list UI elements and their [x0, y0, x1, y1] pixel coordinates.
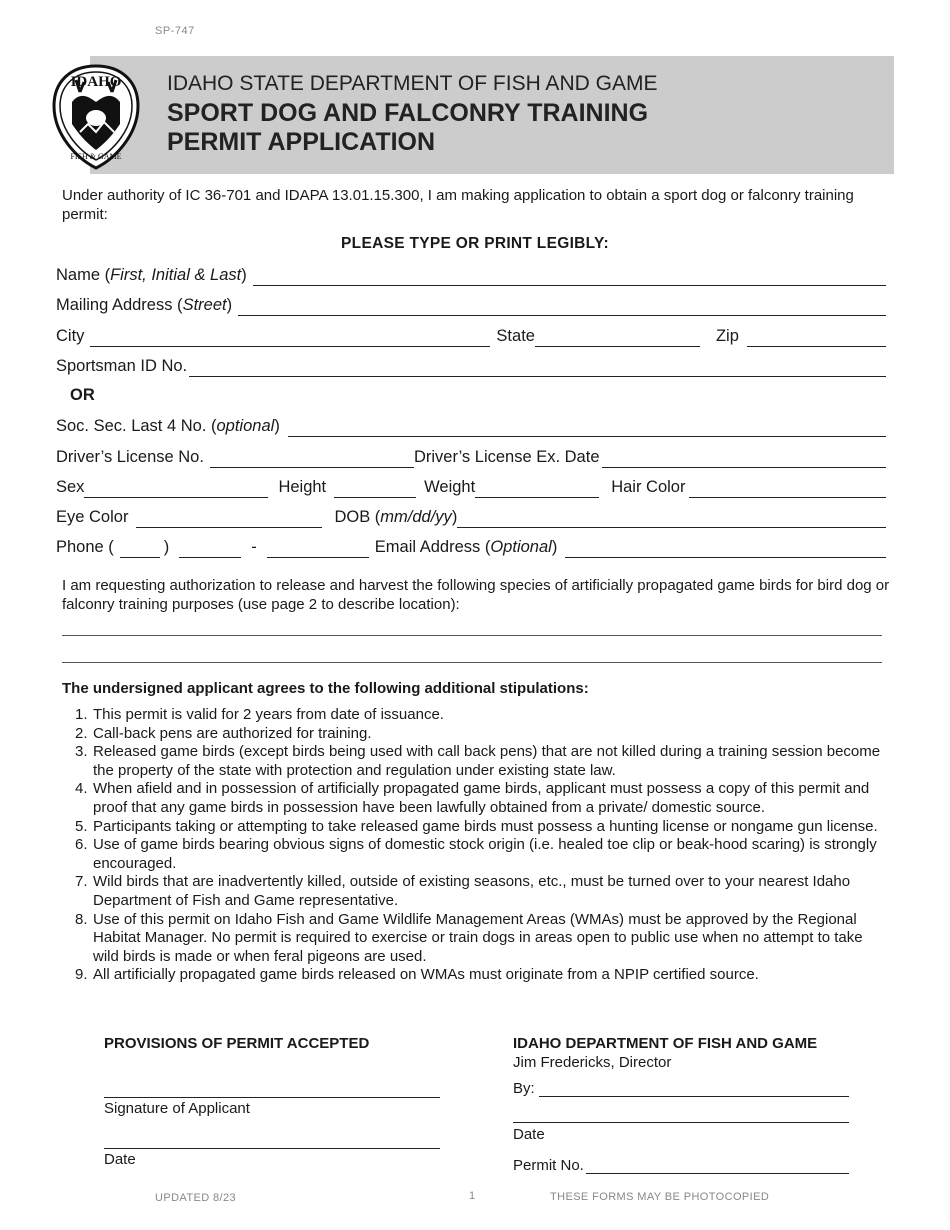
sportsman-id-label: Sportsman ID No.	[56, 357, 188, 375]
ssn-row	[56, 413, 886, 437]
stipulations-list	[75, 706, 890, 985]
form-code: SP-747	[155, 25, 195, 37]
stipulations-heading: The undersigned applicant agrees to the following additional stipulations:	[62, 680, 589, 697]
form-title-line1: SPORT DOG AND FALCONRY TRAINING	[167, 99, 649, 127]
svg-text:IDAHO: IDAHO	[70, 74, 122, 90]
signature-of-applicant-label: Signature of Applicant	[104, 1100, 250, 1117]
provisions-accepted-heading: PROVISIONS OF PERMIT ACCEPTED	[104, 1035, 370, 1052]
phone-area-code-field[interactable]	[120, 537, 160, 558]
stipulation-item: 1. This permit is valid for 2 years from date of issuance.	[75, 706, 444, 723]
sex-field[interactable]	[84, 477, 268, 498]
stipulation-item: 6. Use of game birds bearing obvious signs of domestic stock origin (i.e. healed toe clip or beak-hood scaring) is strongly encouraged.	[75, 836, 877, 872]
eye-color-label: Eye Color	[56, 508, 129, 526]
or-label: OR	[70, 386, 95, 404]
drivers-license-field[interactable]	[210, 447, 414, 468]
stipulation-item: 2. Call-back pens are authorized for training.	[75, 724, 372, 742]
city-state-zip-row	[56, 323, 886, 347]
applicant-date-line[interactable]	[104, 1148, 440, 1149]
photocopy-note: THESE FORMS MAY BE PHOTOCOPIED	[550, 1191, 770, 1203]
idaho-fish-game-logo	[50, 62, 142, 172]
name-row	[56, 262, 886, 286]
sportsman-id-field[interactable]	[189, 356, 886, 377]
department-date-label: Date	[513, 1126, 545, 1143]
zip-field[interactable]	[747, 326, 886, 347]
sex-label: Sex	[56, 478, 85, 496]
phone-dash: -	[251, 538, 257, 556]
by-label: By:	[513, 1080, 535, 1097]
department-heading: IDAHO DEPARTMENT OF FISH AND GAME	[513, 1035, 818, 1052]
ssn-label: Soc. Sec. Last 4 No. (optional)	[56, 417, 280, 435]
phone-label: Phone (	[56, 538, 114, 556]
form-title-line2: PERMIT APPLICATION	[167, 128, 436, 156]
drivers-license-exp-field[interactable]	[602, 447, 887, 468]
hair-color-label: Hair Color	[611, 478, 686, 496]
zip-label: Zip	[715, 327, 739, 345]
name-field[interactable]	[253, 265, 886, 286]
permit-no-label: Permit No.	[513, 1157, 584, 1174]
stipulation-item: 7. Wild birds that are inadvertently killed, outside of existing seasons, etc., must be turned over to your nearest Idaho Department of Fish and Game representative.	[75, 873, 851, 909]
eye-dob-row	[56, 504, 886, 528]
stipulation-item: 8. Use of this permit on Idaho Fish and Game Wildlife Management Areas (WMAs) must be approved by the Regional Habitat Manager. No permit is required to exercise or train dogs in areas open to public use when no attempt to take wild birds is made or when feral pigeons are used.	[75, 910, 863, 965]
stipulation-item: 9. All artificially propagated game birds released on WMAs must originate from a NPIP certified source.	[75, 966, 759, 984]
ssn-field[interactable]	[288, 416, 886, 437]
director-name: Jim Fredericks, Director	[513, 1054, 672, 1071]
request-text: I am requesting authorization to release and harvest the following species of artificially propagated game birds for bird dog or falconry training purposes (use page 2 to describe location):	[62, 577, 890, 613]
species-line-1[interactable]	[62, 635, 882, 636]
phone-email-row	[56, 534, 886, 558]
height-label: Height	[278, 478, 327, 496]
permit-no-row	[513, 1157, 849, 1174]
department-signature-block	[513, 1035, 849, 1174]
department-date-line[interactable]	[513, 1122, 849, 1123]
physical-row	[56, 474, 886, 498]
phone-line-field[interactable]	[267, 537, 369, 558]
svg-text:FISH & GAME: FISH & GAME	[70, 152, 122, 161]
address-label: Mailing Address (Street)	[56, 296, 233, 314]
state-label: State	[496, 327, 535, 345]
dob-label: DOB (mm/dd/yy)	[334, 508, 458, 526]
eye-color-field[interactable]	[136, 507, 322, 528]
height-field[interactable]	[334, 477, 416, 498]
applicant-date-label: Date	[104, 1151, 136, 1168]
by-row	[513, 1080, 849, 1097]
stipulation-item: 4. When afield and in possession of artificially propagated game birds, applicant must possess a copy of this permit and proof that any game birds in possession have been lawfully obtained from a private/ domestic source.	[75, 780, 870, 816]
sportsman-row	[56, 353, 886, 377]
applicant-signature-block	[104, 1035, 440, 1168]
city-field[interactable]	[90, 326, 490, 347]
name-label: Name (First, Initial & Last)	[56, 266, 247, 284]
applicant-signature-line[interactable]	[104, 1097, 440, 1098]
state-field[interactable]	[535, 326, 700, 347]
phone-close: )	[163, 538, 170, 556]
agency-name: IDAHO STATE DEPARTMENT OF FISH AND GAME	[167, 72, 658, 95]
stipulation-item: 5. Participants taking or attempting to take released game birds must possess a hunting license or nongame gun license.	[75, 817, 878, 835]
by-field[interactable]	[539, 1080, 849, 1097]
email-field[interactable]	[565, 537, 886, 558]
intro-text: Under authority of IC 36-701 and IDAPA 13.01.15.300, I am making application to obtain a sport dog or falconry training permit:	[62, 187, 854, 223]
drivers-license-exp-label: Driver’s License Ex. Date	[413, 448, 600, 466]
weight-field[interactable]	[475, 477, 599, 498]
address-row	[56, 292, 886, 316]
dob-field[interactable]	[457, 507, 886, 528]
hair-color-field[interactable]	[689, 477, 886, 498]
address-field[interactable]	[238, 295, 886, 316]
email-label: Email Address (Optional)	[374, 538, 558, 556]
city-label: City	[56, 327, 85, 345]
drivers-license-label: Driver’s License No.	[56, 448, 204, 466]
page-number: 1	[469, 1190, 476, 1202]
permit-no-field[interactable]	[586, 1157, 849, 1174]
phone-prefix-field[interactable]	[179, 537, 241, 558]
species-line-2[interactable]	[62, 662, 882, 663]
drivers-license-row	[56, 444, 886, 468]
instruction-heading: PLEASE TYPE OR PRINT LEGIBLY:	[341, 235, 609, 252]
updated-date: UPDATED 8/23	[155, 1192, 237, 1204]
weight-label: Weight	[424, 478, 476, 496]
stipulation-item: 3. Released game birds (except birds being used with call back pens) that are not killed during a training session become the property of the state with protection and regulation under existing state law.	[75, 743, 881, 779]
